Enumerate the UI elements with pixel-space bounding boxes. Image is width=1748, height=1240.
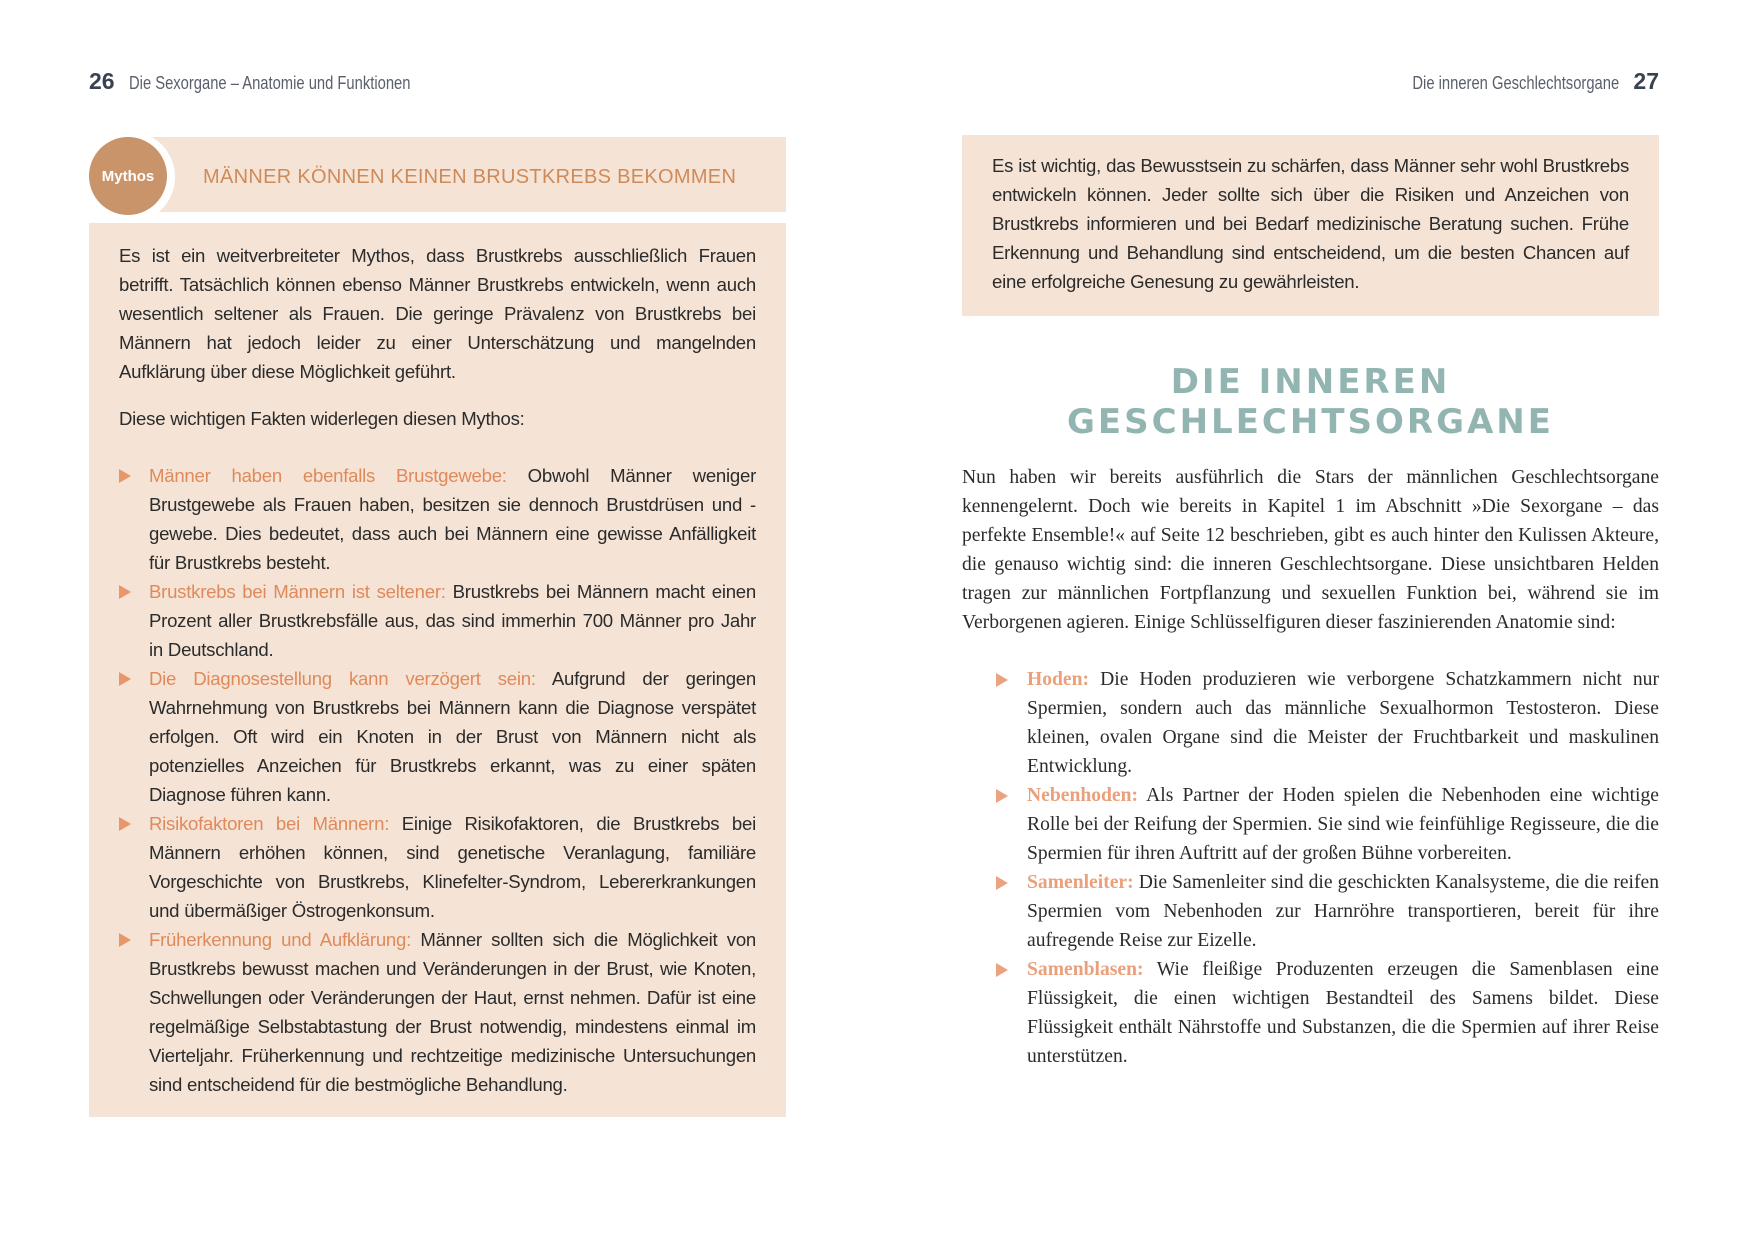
organ-label: Nebenhoden: bbox=[1027, 785, 1139, 806]
organ-label: Samenleiter: bbox=[1027, 872, 1134, 893]
triangle-bullet-icon bbox=[996, 963, 1008, 977]
list-item bbox=[119, 664, 756, 809]
triangle-bullet-icon bbox=[996, 789, 1008, 803]
page-number: 26 bbox=[89, 68, 115, 94]
myth-badge-wrap bbox=[83, 131, 175, 223]
section-intro: Nun haben wir bereits ausführlich die Stars der männlichen Geschlechtsorgane kennengelernt. Doch wie bereits in Kapitel 1 im Abschnitt »Die Sexorgane – das perfekte Ensemble!« auf Seite 12 beschrieben, gibt es auch hinter den Kulissen Akteure, die genauso wichtig sind: die inneren Geschlechtsorgane. Diese unsichtbaren Helden tragen zur männlichen Fortpflanzung und sexuellen Funktion bei, während sie im Verborgenen agieren. Einige Schlüsselfiguren dieser faszinierenden Anatomie sind: bbox=[962, 467, 1659, 633]
list-item bbox=[996, 868, 1659, 955]
triangle-bullet-icon bbox=[996, 673, 1008, 687]
list-item bbox=[119, 809, 756, 925]
fact-label: Risikofaktoren bei Männern: bbox=[149, 813, 390, 834]
heading-line: DIE INNEREN bbox=[1170, 362, 1451, 402]
facts-list bbox=[119, 461, 756, 1099]
organ-label: Hoden: bbox=[1027, 669, 1090, 690]
fact-text: Aufgrund der geringen Wahrnehmung von Brustkrebs bei Männern kann die Diagnose verspätet erfolgen. Oft wird ein Knoten in der Brust von Männern nicht als potenzielles Anzeichen für Brustkrebs erkannt, was zu einer späten Diagnose führen kann. bbox=[149, 668, 756, 805]
myth-badge: Mythos bbox=[89, 137, 167, 215]
heading-line: GESCHLECHTSORGANE bbox=[1067, 402, 1554, 442]
organs-list bbox=[962, 665, 1659, 1071]
running-head-right bbox=[1367, 68, 1659, 95]
triangle-bullet-icon bbox=[119, 469, 131, 483]
myth-conclusion-box bbox=[962, 135, 1659, 316]
triangle-bullet-icon bbox=[119, 585, 131, 599]
list-item bbox=[996, 955, 1659, 1071]
organ-text: Wie fleißige Produzenten erzeugen die Samenblasen eine Flüssigkeit, die einen wichtigen Bestandteil des Samens bildet. Diese Flüssigkeit enthält Nährstoffe und Substanzen, die die Spermien auf ihrer Reise unterstützen. bbox=[1027, 959, 1659, 1067]
section-heading bbox=[962, 362, 1659, 442]
fact-text: Brustkrebs bei Männern macht einen Prozent aller Brustkrebsfälle aus, das sind immerhin 700 Männer pro Jahr in Deutschland. bbox=[149, 581, 756, 660]
list-item bbox=[119, 925, 756, 1099]
fact-label: Brustkrebs bei Männern ist seltener: bbox=[149, 581, 446, 602]
list-item bbox=[119, 577, 756, 664]
section-body bbox=[962, 463, 1659, 1071]
list-item bbox=[996, 781, 1659, 868]
triangle-bullet-icon bbox=[996, 876, 1008, 890]
myth-intro: Es ist ein weitverbreiteter Mythos, dass Brustkrebs ausschließlich Frauen betrifft. Tatsächlich können ebenso Männer Brustkrebs entwickeln, wenn auch wesentlich seltener als Frauen. Die geringe Prävalenz von Brustkrebs bei Männern hat jedoch leider zu einer Unterschätzung und mangelnden Aufklärung über diese Möglichkeit geführt. bbox=[119, 245, 756, 382]
myth-title: MÄNNER KÖNNEN KEINEN BRUSTKREBS BEKOMMEN bbox=[203, 166, 737, 188]
list-item bbox=[119, 461, 756, 577]
organ-text: Die Hoden produzieren wie verborgene Schatzkammern nicht nur Spermien, sondern auch das männliche Sexualhormon Testosteron. Diese kleinen, ovalen Organe sind die Meister der Fruchtbarkeit und maskulinen Entwicklung. bbox=[1027, 669, 1659, 777]
fact-text: Obwohl Männer weniger Brustgewebe als Frauen haben, besitzen sie dennoch Brustdrüsen und -gewebe. Dies bedeutet, dass auch bei Männern eine gewisse Anfälligkeit für Brustkrebs besteht. bbox=[149, 465, 757, 573]
triangle-bullet-icon bbox=[119, 817, 131, 831]
running-title: Die Sexorgane – Anatomie und Funktionen bbox=[128, 73, 411, 93]
fact-text: Männer sollten sich die Möglichkeit von Brustkrebs bewusst machen und Veränderungen in der Brust, wie Knoten, Schwellungen oder Veränderungen der Haut, ernst nehmen. Dafür ist eine regelmäßige Selbstabtastung der Brust notwendig, mindestens einmal im Vierteljahr. Früherkennung und rechtzeitige medizinische Untersuchungen sind entscheidend für die bestmögliche Behandlung. bbox=[149, 929, 757, 1095]
triangle-bullet-icon bbox=[119, 672, 131, 686]
fact-label: Früherkennung und Aufklärung: bbox=[149, 929, 412, 950]
facts-lead: Diese wichtigen Fakten widerlegen diesen Mythos: bbox=[119, 408, 525, 429]
triangle-bullet-icon bbox=[119, 933, 131, 947]
organ-label: Samenblasen: bbox=[1027, 959, 1144, 980]
page-number: 27 bbox=[1633, 68, 1659, 94]
fact-label: Die Diagnosestellung kann verzögert sein: bbox=[149, 668, 536, 689]
myth-box bbox=[89, 223, 786, 1117]
fact-text: Einige Risikofaktoren, die Brustkrebs bei Männern erhöhen können, sind genetische Veranlagung, familiäre Vorgeschichte von Brustkrebs, Klinefelter-Syndrom, Lebererkrankungen und übermäßiger Östrogenkonsum. bbox=[149, 813, 756, 921]
organ-text: Die Samenleiter sind die geschickten Kanalsysteme, die die reifen Spermien vom Nebenhoden zur Harnröhre transportieren, bereit für ihre aufregende Reise zur Eizelle. bbox=[1027, 872, 1659, 951]
myth-conclusion: Es ist wichtig, das Bewusstsein zu schärfen, dass Männer sehr wohl Brustkrebs entwickeln können. Jeder sollte sich über die Risiken und Anzeichen von Brustkrebs informieren und bei Bedarf medizinische Beratung suchen. Frühe Erkennung und Behandlung sind entscheidend, um die besten Chancen auf eine erfolgreiche Genesung zu gewährleisten. bbox=[992, 155, 1629, 292]
list-item bbox=[996, 665, 1659, 781]
organ-text: Als Partner der Hoden spielen die Nebenhoden eine wichtige Rolle bei der Reifung der Spermien. Sie sind wie feinfühlige Regisseure, die die Spermien für ihren Auftritt auf der großen Bühne vorbereiten. bbox=[1027, 785, 1659, 864]
running-head-left bbox=[89, 68, 472, 95]
running-title: Die inneren Geschlechtsorgane bbox=[1412, 73, 1620, 93]
fact-label: Männer haben ebenfalls Brustgewebe: bbox=[149, 465, 507, 486]
